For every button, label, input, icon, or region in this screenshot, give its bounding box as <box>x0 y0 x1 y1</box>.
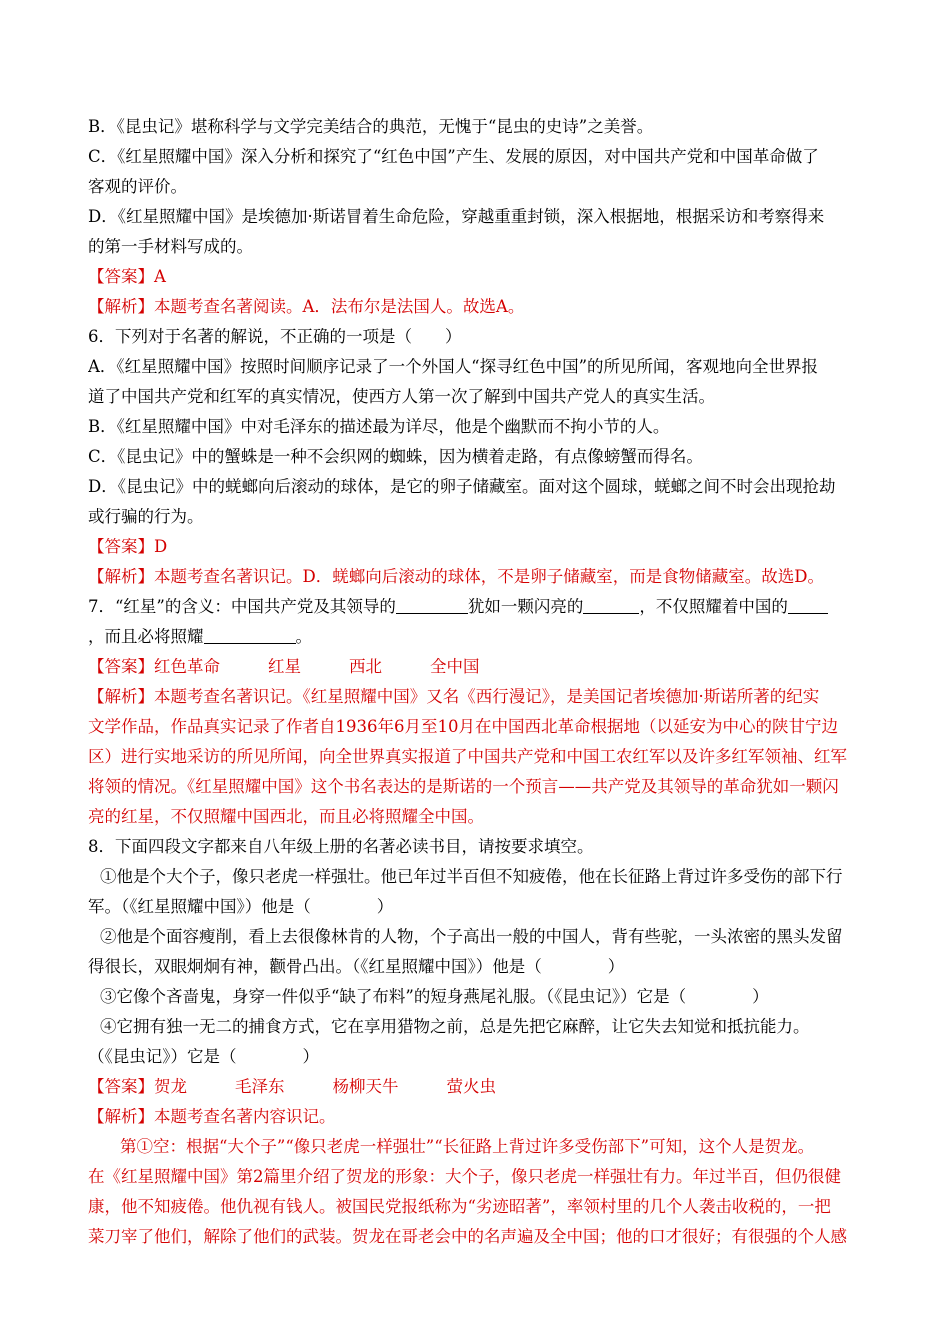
question-6: 6．下列对于名著的解说，不正确的一项是（ ） <box>88 327 462 346</box>
explanation-q6: 【解析】本题考查名著识记。D．蜣螂向后滚动的球体，不是卵子储藏室，而是食物储藏室。故选D。 <box>88 567 824 586</box>
explanation-q8-header: 【解析】本题考查名著内容识记。 <box>88 1107 336 1126</box>
option-c-q6: C．《昆虫记》中的蟹蛛是一种不会织网的蜘蛛，因为横着走路，有点像螃蟹而得名。 <box>88 447 703 466</box>
item-3: ③它像个吝啬鬼，身穿一件似乎“缺了布料”的短身燕尾礼服。（《昆虫记》）它是（ ） <box>100 987 769 1006</box>
item-1-line1: ①他是个大个子，像只老虎一样强壮。他已年过半百但不知疲倦，他在长征路上背过许多受伤的部下行 <box>100 867 843 886</box>
answer-q6: 【答案】D <box>88 537 168 556</box>
explanation-q8-line1: 第①空：根据“大个子”“像只老虎一样强壮”“长征路上背过许多受伤部下”可知，这个人是贺龙。 <box>120 1137 815 1156</box>
explanation-q7-line2: 文学作品，作品真实记录了作者自1936年6月至10月在中国西北革命根据地（以延安为中心的陕甘宁边 <box>88 717 838 736</box>
explanation-q8-line3: 康，他不知疲倦。他仇视有钱人。被国民党报纸称为“劣迹昭著”，率领村里的几个人袭击收税的，一把 <box>88 1197 831 1216</box>
answer-q5: 【答案】A <box>88 267 166 286</box>
fill-blank-2 <box>583 598 639 614</box>
option-c-q5-line1: C．《红星照耀中国》深入分析和探究了“红色中国”产生、发展的原因，对中国共产党和中国革命做了 <box>88 147 819 166</box>
explanation-q7-line4: 将领的情况。《红星照耀中国》这个书名表达的是斯诺的一个预言——共产党及其领导的革命犹如一颗闪 <box>88 777 839 796</box>
item-1-line2: 军。（《红星照耀中国》）他是（ ） <box>88 897 394 916</box>
answer-q8: 【答案】贺龙 毛泽东 杨柳天牛 萤火虫 <box>88 1077 496 1096</box>
explanation-q7-line1: 【解析】本题考查名著识记。《红星照耀中国》又名《西行漫记》，是美国记者埃德加·斯诺所著的纪实 <box>88 687 820 706</box>
fill-blank-3 <box>788 598 828 614</box>
option-d-q6-line1: D．《昆虫记》中的蜣螂向后滚动的球体，是它的卵子储藏室。面对这个圆球，蜣螂之间不时会出现抢劫 <box>88 477 836 496</box>
item-2-line1: ②他是个面容瘦削，看上去很像林肯的人物，个子高出一般的中国人，背有些驼，一头浓密的黑头发留 <box>100 927 843 946</box>
answer-q7: 【答案】红色革命 红星 西北 全中国 <box>88 657 480 676</box>
explanation-q8-line2: 在《红星照耀中国》第2篇里介绍了贺龙的形象：大个子，像只老虎一样强壮有力。年过半百，但仍很健 <box>88 1167 841 1186</box>
option-c-q5-line2: 客观的评价。 <box>88 177 187 196</box>
option-b-q6: B．《红星照耀中国》中对毛泽东的描述最为详尽，他是个幽默而不拘小节的人。 <box>88 417 670 436</box>
explanation-q8-line4: 菜刀宰了他们，解除了他们的武装。贺龙在哥老会中的名声遍及全中国；他的口才很好；有很强的个人感 <box>88 1227 847 1246</box>
question-7-line2: ，而且必将照耀 。 <box>88 627 312 646</box>
question-8: 8．下面四段文字都来自八年级上册的名著必读书目，请按要求填空。 <box>88 837 594 856</box>
option-d-q5-line2: 的第一手材料写成的。 <box>88 237 253 256</box>
item-2-line2: 得很长，双眼炯炯有神，颧骨凸出。（《红星照耀中国》）他是（ ） <box>88 957 625 976</box>
explanation-q7-line3: 区）进行实地采访的所见所闻，向全世界真实报道了中国共产党和中国工农红军以及许多红军领袖、红军 <box>88 747 847 766</box>
option-d-q6-line2: 或行骗的行为。 <box>88 507 204 526</box>
explanation-q5: 【解析】本题考查名著阅读。A．法布尔是法国人。故选A。 <box>88 297 525 316</box>
question-7-line1: 7．“红星”的含义：中国共产党及其领导的 犹如一颗闪亮的 ，不仅照耀着中国的 <box>88 597 868 617</box>
option-d-q5-line1: D．《红星照耀中国》是埃德加·斯诺冒着生命危险，穿越重重封锁，深入根据地，根据采访和考察得来 <box>88 207 825 226</box>
option-a-q6-line2: 道了中国共产党和红军的真实情况，使西方人第一次了解到中国共产党人的真实生活。 <box>88 387 715 406</box>
item-4-line1: ④它拥有独一无二的捕食方式，它在享用猎物之前，总是先把它麻醉，让它失去知觉和抵抗能力。 <box>100 1017 810 1036</box>
option-b-q5: B．《昆虫记》堪称科学与文学完美结合的典范，无愧于“昆虫的史诗”之美誉。 <box>88 117 654 136</box>
explanation-q7-line5: 亮的红星，不仅照耀中国西北，而且必将照耀全中国。 <box>88 807 484 826</box>
item-4-line2: （《昆虫记》）它是（ ） <box>88 1047 319 1066</box>
fill-blank-4 <box>204 628 296 644</box>
option-a-q6-line1: A．《红星照耀中国》按照时间顺序记录了一个外国人“探寻红色中国”的所见所闻，客观地向全世界报 <box>88 357 819 376</box>
fill-blank-1 <box>396 598 468 614</box>
